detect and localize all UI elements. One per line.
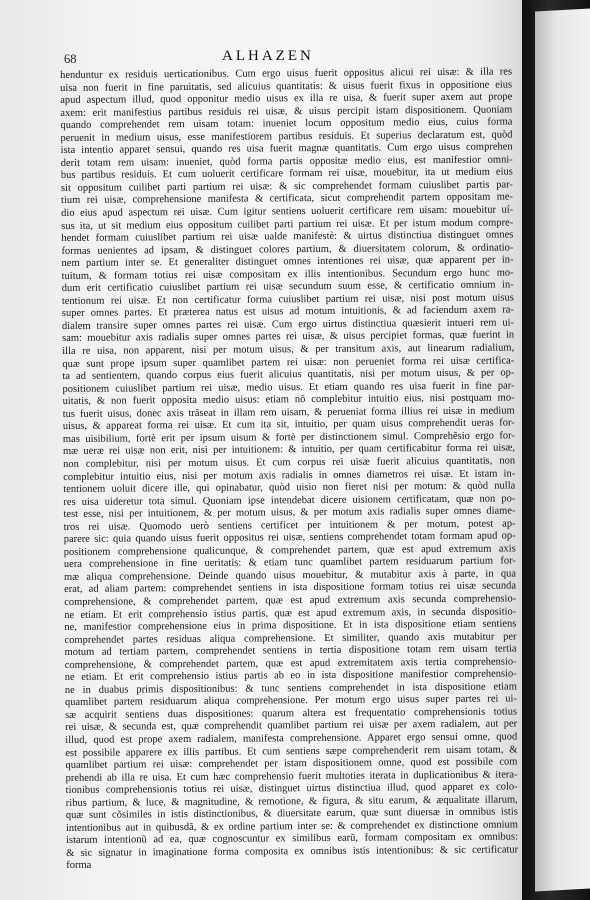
text-line: est possibile apparere ex illis partibus. Et cum sentiens sæpe comprehenderit rem uisam totam, & — [65, 743, 518, 759]
text-line: sus ita, ut sit medium eius oppositum cuilibet parti partium rei uisæ. Et per istum modum compre- — [61, 217, 514, 232]
text-line: istarum intentionũ ad ea, quæ cognoscuntur ex similibus earũ, formam compositam ex omnibus: — [66, 831, 519, 847]
text-line: tentionem uoluit dicere ille, qui opinabatur, quòd uisio non fieret nisi per motum: & quòd nulla — [63, 480, 516, 496]
text-line: forma — [66, 860, 92, 872]
text-line: sit oppositum cuilibet parti partium rei uisæ: & sic comprehendet formam cuiuslibet partis par- — [60, 179, 513, 194]
text-line: axem: erit manifestius partibus residuis rei uisæ, & uisus percipit istam dispositionem. Quoniam — [60, 104, 513, 119]
text-line: apud aspectum illud, quod opponitur medio uisus ex illa re uisa, & fuerit super axem aut prope — [60, 91, 513, 107]
text-line: sam: mouebitur axis radialis super omnes partes rei uisæ, & uisus percipiet formas, quæ fuerint in — [62, 329, 515, 345]
text-line: ne, manifestior comprehensione eius in prima dispositione. Et in ista dispositione etiam sentiens — [64, 618, 517, 634]
text-line: uisa non fuerit in fine paruitatis, sed alicuius quantitatis: & uisus fuerit fixus in oppositione eius — [60, 78, 513, 94]
body-text — [60, 66, 518, 873]
text-line: complebitur intuitio eius, nisi per motum axis radialis in omnes diametros rei uisæ. Et istam in- — [63, 467, 516, 483]
text-line: tium rei uisæ, comprehensione manifesta & certificata, sicut comprehendit partem oppositam me- — [60, 191, 514, 207]
text-line: positionem cuiuslibet partium rei uisæ, medio uisus. Et etiam quando res uisa fuerit in fine par- — [62, 380, 515, 395]
text-line: comprehendet partes residuas aliqua comprehensione. Et similiter, quando axis mutabitur per — [64, 631, 517, 646]
text-line: peruenit in medium uisus, esse manifestiorem partibus residuis. Et superius declaratum est, quòd — [60, 129, 513, 144]
text-line: res uisa uideretur tota simul. Quoniam ipse intendebat dicere uisionem certificatam, quæ non po- — [63, 493, 516, 508]
text-line: bus partibus residuis. Et cum uoluerit certificare formam rei uisæ, mouebitur, ita ut medium eius — [60, 166, 513, 182]
text-line: & sic signatur in imaginatione forma composita ex omnibus istis intentionibus: & sic certificatur — [66, 844, 519, 859]
text-line: mas uisibilium, fortè erit per ipsum uisum & fortè per distinctionem simul. Comprehẽsio ergo for- — [62, 430, 515, 445]
text-line: ne in duabus primis dispositionibus: & tunc sentiens comprehendet in ista dispositione etiam — [64, 681, 517, 696]
text-line: test esse, nisi per intuitionem, & per motum uisus, & per motum axis radialis super omnes diame- — [63, 505, 516, 521]
text-line: quæ sunt cõsimiles in istis distinctionibus, & diuersitate earum, quæ sunt diuersæ in omnibus istis — [65, 806, 518, 822]
text-line: quando comprehendet rem uisam totam: inueniet locum oppositum medio eius, cuius forma — [60, 116, 513, 132]
text-line: tuitum, & formam totius rei uisæ compositam ex illis intentionibus. Secundum ergo hunc mo- — [61, 267, 514, 282]
text-line: mæ aliqua comprehensione. Deinde quando uisus mouebitur, & mutabitur axis à parte, in qua — [63, 568, 517, 583]
text-line: ta ad sentientem, quando corpus eius fuerit alicuius quantitatis, nisi per motum uisus, & per op- — [62, 367, 515, 383]
text-line: quæ sunt prope ipsum super quamlibet partem rei uisæ: non perueniet forma rei uisæ certifica- — [62, 355, 515, 370]
text-line: illa re uisa, non apparent, nisi per motum uisus, & per transitum axis, aut linearum radialium, — [62, 342, 515, 358]
adjacent-page-sliver — [535, 9, 590, 892]
text-line: nem partium inter se. Et generaliter distinguet omnes intentiones rei uisæ, quæ apparent per in- — [61, 254, 514, 270]
text-line: tros rei uisæ. Quomodo uerò sentiens certificet per intuitionem & per motum, potest ap- — [63, 518, 516, 533]
text-line: ne etiam. Et erit comprehensio istius partis, quæ est apud extremum axis, in secunda dispositio- — [64, 605, 517, 621]
text-line: tionibus comprehensionis totius rei uisæ, distinguet uirtus distinctiua illud, quod apparet ex colo- — [65, 781, 518, 797]
text-line: uitatis, & non fuerit opposita medio uisus: etiam nõ complebitur intuitio eius, nisi postquam mo- — [62, 392, 515, 408]
text-line: positionem comprehensione qualicunque, & comprehendet partem, quæ est apud extremum axis — [63, 543, 516, 558]
text-line: quamlibet partium rei uisæ: comprehendet per istam dispositionem omne, quod est possibile com — [65, 756, 518, 772]
text-line: dialem transire super omnes partes rei uisæ. Cum ergo uirtus distinctiua quæsierit intueri rem ui- — [61, 317, 515, 332]
text-line: illud, quod est prope axem radialem, manifesta comprehensione. Apparet ergo sensui omne, quod — [65, 731, 518, 746]
text-line: formas uenientes ad ipsam, & distinguet colores partium, & diuersitatem colorum, & ordinatio- — [61, 242, 514, 257]
text-line: hendet formam cuiuslibet partium rei uisæ ualde manifestè: & uirtus distinctiua distinguet omnes — [61, 229, 514, 245]
text-line: comprehensione, & comprehendet partem, quæ est apud extremitatem axis tertia comprehensio- — [64, 656, 517, 671]
text-line: super omnes partes. Et præterea natus est uisus ad motum intuitionis, & ad faciendum axem ra- — [61, 304, 514, 320]
running-title: ALHAZEN — [222, 48, 314, 64]
text-line: intentionibus aut in quibusdã, & ex ordine partium inter se: & comprehendet ex distinctione omnium — [65, 819, 518, 834]
text-line: uisus, & appareat forma rei uisæ. Et cum ita sit, intuitio, per quam uisus comprehendit ueras for- — [62, 417, 515, 433]
text-line: quamlibet partem residuarum aliqua comprehensione. Per motum ergo uisus super partes rei ui- — [64, 693, 517, 709]
text-line: comprehensione, & comprehendet partem, quæ est apud extremum axis secunda comprehensio- — [64, 593, 517, 608]
text-line: derit totam rem uisam: inueniet, quòd forma partis oppositæ medio eius, est manifestior omni- — [60, 154, 513, 169]
text-line: non complebitur, nisi per motum uisus. Et cum corpus rei uisæ fuerit alicuius quantitatis, non — [63, 455, 516, 470]
text-line: tus fuerit uisus, donec axis trãseat in illam rem uisam, & perueniat forma illius rei uisæ in medium — [62, 405, 515, 420]
text-line: ista intentio apparet sensui, quando res uisa fuerit magnæ quantitatis. Cum ergo uisus comprehen — [60, 141, 513, 157]
text-line: erat, ad aliam partem: comprehendet sentiens in ista dispositione formam totius rei uisæ secunda — [64, 580, 517, 596]
text-line: sæ acquirit sentiens duas dispositiones: quarum altera est frequentatio comprehensionis totius — [65, 706, 518, 721]
text-line: henduntur ex residuis uerticationibus. Cum ergo uisus fuerit oppositus alicui rei uisæ: & illa res — [60, 66, 513, 81]
text-line: dum erit certificatio cuiuslibet partium rei uisæ secundum suum esse, & certificatio omnium in- — [61, 279, 514, 295]
text-line: motum ad tertiam partem, comprehendet sentiens in tertia dispositione totam rem uisam tertia — [64, 643, 517, 659]
text-line: rei uisæ, & secunda est, quæ comprehendit quamlibet partium rei uisæ per axem radialem, aut per — [65, 718, 518, 734]
text-line: mæ ueræ rei uisæ non erit, nisi per intuitionem: & intuitio, per quam certificabitur forma rei uisæ, — [62, 442, 516, 458]
page-number: 68 — [64, 52, 77, 66]
text-line: dio eius apud aspectum rei uisæ. Cum igitur sentiens uoluerit certificare rem uisam: mouebitur uí- — [61, 204, 514, 220]
text-line: tentionum rei uisæ. Et non certificatur forma cuiuslibet partium rei uisæ, nisi post motum uisus — [61, 292, 514, 307]
text-line: uera comprehensione in fine ueritatis: & etiam tunc quamlibet partem residuarum partium for- — [63, 555, 516, 571]
text-line: prehendi ab illa re uisa. Et cum hæc comprehensio fuerit multoties iterata in duplicationibus & itera- — [65, 769, 518, 784]
text-line: ribus partium, & luce, & magnitudine, & remotione, & figura, & situ earum, & æqualitate illarum, — [65, 794, 518, 809]
text-line: ne etiam. Et erit comprehensio istius partis ab eo in ista dispositione manifestior comprehensio- — [64, 668, 517, 684]
text-line: parere sic: quia quando uisus fuerit oppositus rei uisæ, sentiens comprehendet totam formam apud op- — [63, 530, 516, 546]
